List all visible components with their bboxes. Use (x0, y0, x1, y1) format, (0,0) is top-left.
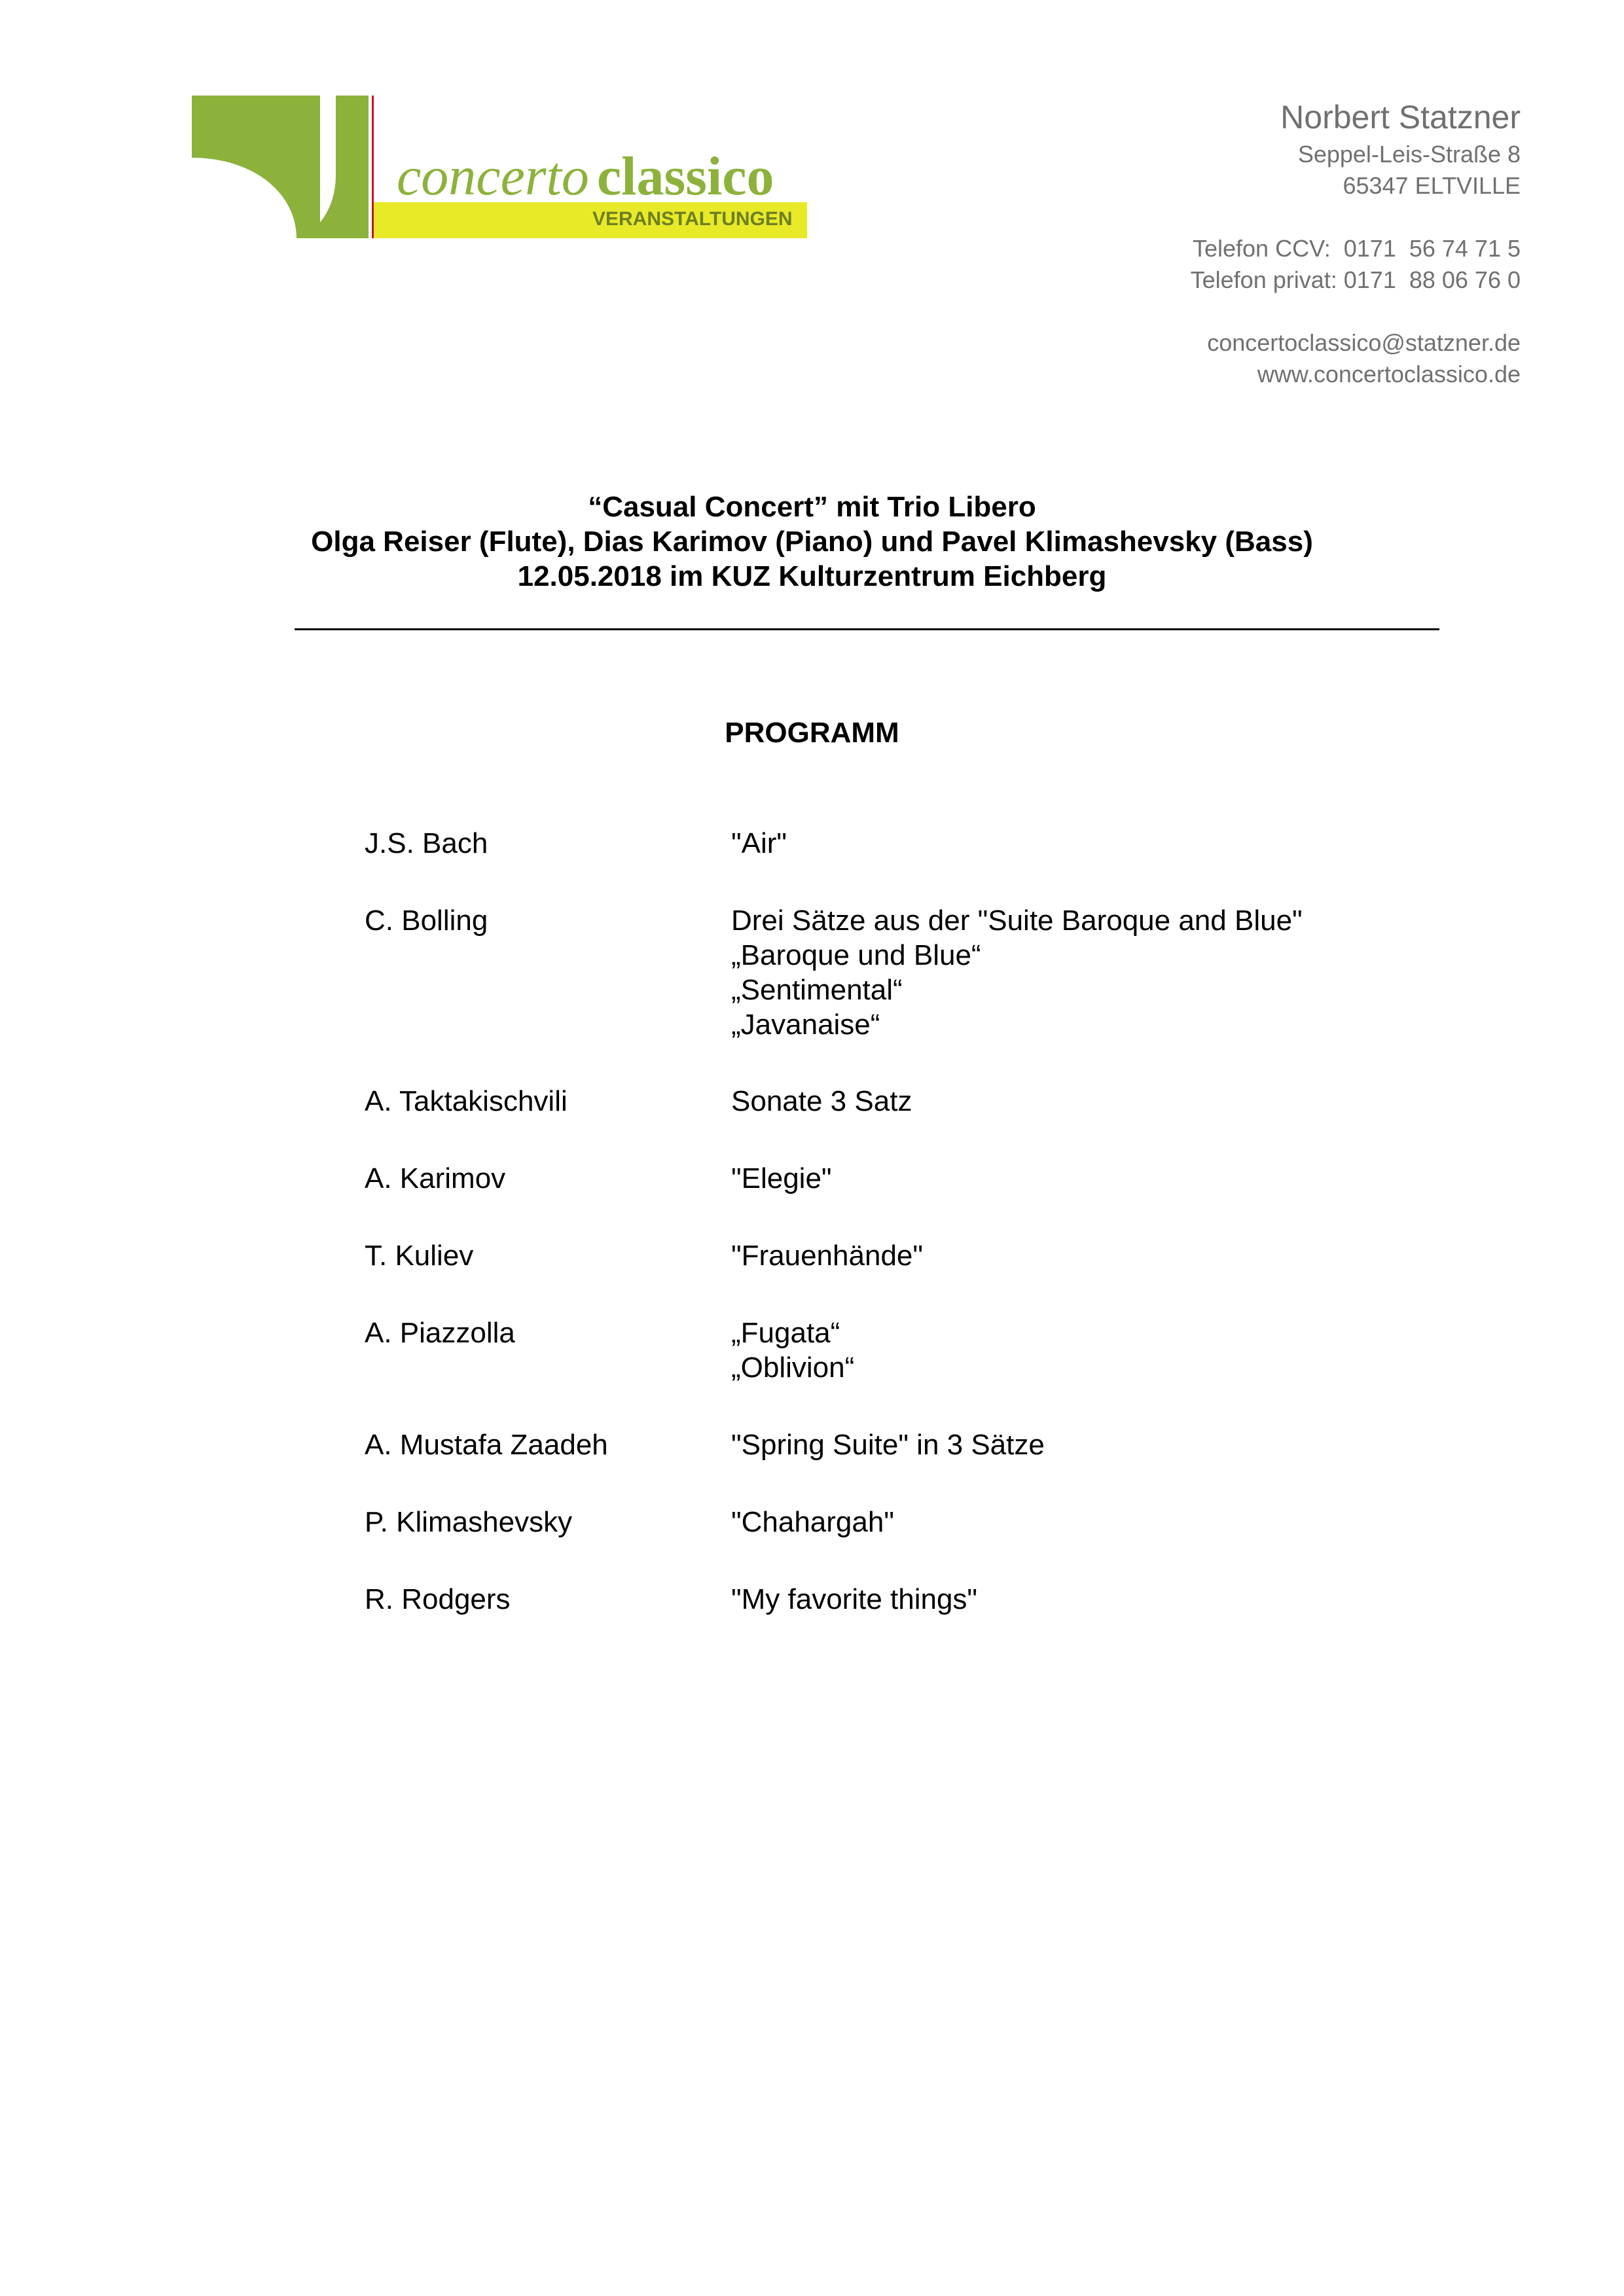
work-list (731, 1427, 1045, 1462)
contact-city: 65347 ELTVILLE (1343, 172, 1521, 199)
concert-header (0, 490, 1624, 594)
work-list (731, 1582, 977, 1617)
work-list (731, 903, 1303, 1042)
logo-subtitle: VERANSTALTUNGEN (592, 208, 793, 230)
composer-name: A. Piazzolla (365, 1317, 515, 1349)
concert-date-venue: 12.05.2018 im KUZ Kulturzentrum Eichberg (517, 560, 1107, 592)
composer-name: R. Rodgers (365, 1583, 511, 1615)
work-title: "Spring Suite" in 3 Sätze (731, 1429, 1045, 1461)
work-list (731, 1316, 854, 1385)
work-list (731, 1161, 832, 1196)
work-title: "My favorite things" (731, 1583, 978, 1615)
work-title: "Frauenhände" (731, 1240, 924, 1272)
contact-phone-private: Telefon privat: 0171 88 06 76 0 (1190, 266, 1521, 293)
composer-name: J.S. Bach (365, 827, 488, 859)
work-title: „Oblivion“ (731, 1352, 855, 1384)
work-list (731, 826, 787, 861)
program-title: PROGRAMM (725, 717, 899, 749)
concert-title: “Casual Concert” mit Trio Libero (588, 491, 1036, 523)
work-title: „Sentimental“ (731, 974, 903, 1006)
composer-name: A. Taktakischvili (365, 1085, 568, 1117)
work-list (731, 1084, 912, 1119)
work-title: Drei Sätze aus der "Suite Baroque and Blue" (731, 905, 1303, 937)
contact-name: Norbert Statzner (1280, 99, 1521, 135)
contact-street: Seppel-Leis-Straße 8 (1297, 141, 1521, 168)
composer-name: P. Klimashevsky (365, 1506, 573, 1538)
work-title: „Baroque und Blue“ (731, 939, 981, 971)
header-divider (295, 628, 1439, 630)
concerto-classico-logo (192, 96, 807, 238)
logo-word-classico: classico (596, 146, 774, 207)
work-list (731, 1238, 923, 1273)
work-title: „Fugata“ (731, 1317, 840, 1349)
work-title: Sonate 3 Satz (731, 1085, 912, 1117)
contact-block (1191, 96, 1521, 390)
composer-name: T. Kuliev (365, 1240, 474, 1272)
work-title: "Elegie" (731, 1162, 832, 1194)
contact-phone-ccv: Telefon CCV: 0171 56 74 71 5 (1192, 235, 1521, 262)
logo-word-concerto: concerto (397, 146, 589, 207)
work-title: "Air" (731, 827, 787, 859)
work-list (731, 1505, 894, 1539)
contact-email[interactable]: concertoclassico@statzner.de (1207, 329, 1521, 356)
contact-website[interactable]: www.concertoclassico.de (1257, 361, 1521, 387)
composer-name: A. Karimov (365, 1162, 506, 1194)
logo-wordmark (397, 146, 774, 207)
composer-name: A. Mustafa Zaadeh (365, 1429, 608, 1461)
work-title: "Chahargah" (731, 1506, 894, 1538)
work-title: „Javanaise“ (731, 1009, 880, 1041)
concert-performers: Olga Reiser (Flute), Dias Karimov (Piano) und Pavel Klimashevsky (Bass) (311, 526, 1313, 558)
composer-name: C. Bolling (365, 905, 488, 937)
